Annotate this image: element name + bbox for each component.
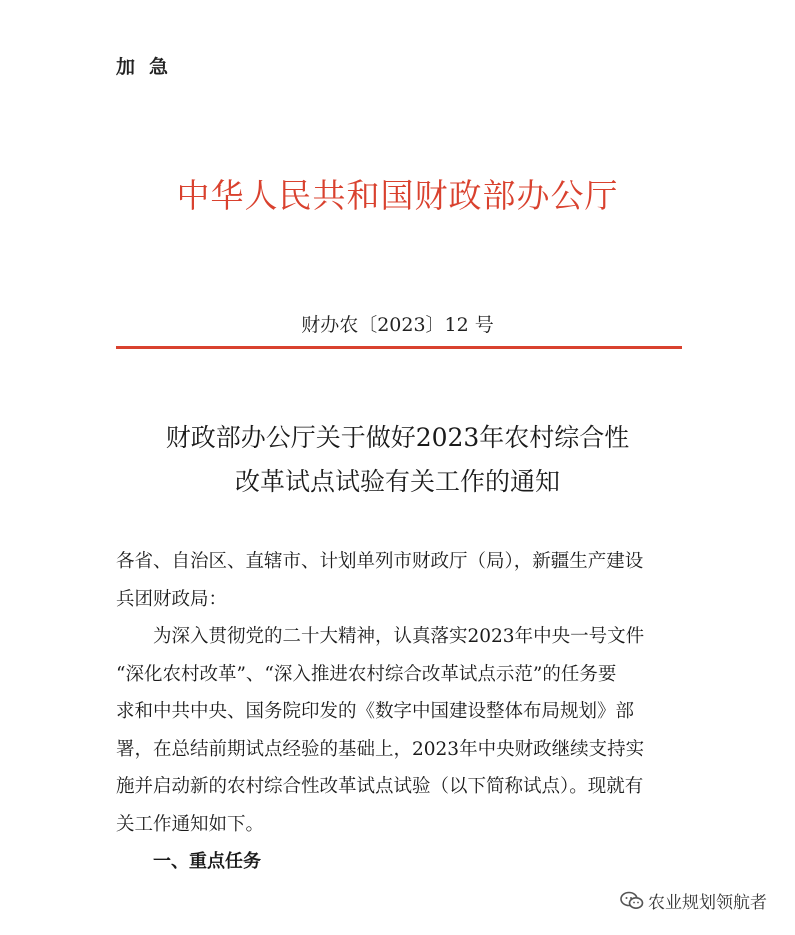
issuer-name: 中华人民共和国财政部办公厅 [176, 176, 619, 215]
body-line: 为深入贯彻党的二十大精神，认真落实2023年中央一号文件 [153, 626, 645, 647]
document-number: 财办农〔2023〕12 号 [301, 314, 494, 336]
body-line: 求和中共中央、国务院印发的《数字中国建设整体布局规划》部 [116, 701, 635, 722]
urgency-label: 加急 [116, 56, 183, 78]
body-line: 兵团财政局： [116, 588, 228, 610]
document-title [0, 416, 795, 504]
wechat-icon [620, 891, 644, 911]
red-separator-line [116, 346, 682, 349]
body-line: 各省、自治区、直辖市、计划单列市财政厅（局），新疆生产建设 [116, 551, 644, 572]
body-line: 署，在总结前期试点经验的基础上，2023年中央财政继续支持实 [116, 738, 645, 760]
watermark-text: 农业规划领航者 [648, 893, 767, 913]
document-title-line-1: 财政部办公厅关于做好2023年农村综合性 [165, 423, 630, 452]
body-line: 施并启动新的农村综合性改革试点试验（以下简称试点）。现就有 [116, 776, 644, 797]
document-title-line-2: 改革试点试验有关工作的通知 [234, 467, 560, 496]
document-body [116, 543, 696, 881]
watermark [616, 886, 771, 915]
body-line: “深化农村改革”、“深入推进农村综合改革试点示范”的任务要 [116, 663, 617, 685]
section-heading: 一、重点任务 [153, 851, 261, 872]
body-line: 关工作通知如下。 [116, 813, 265, 835]
